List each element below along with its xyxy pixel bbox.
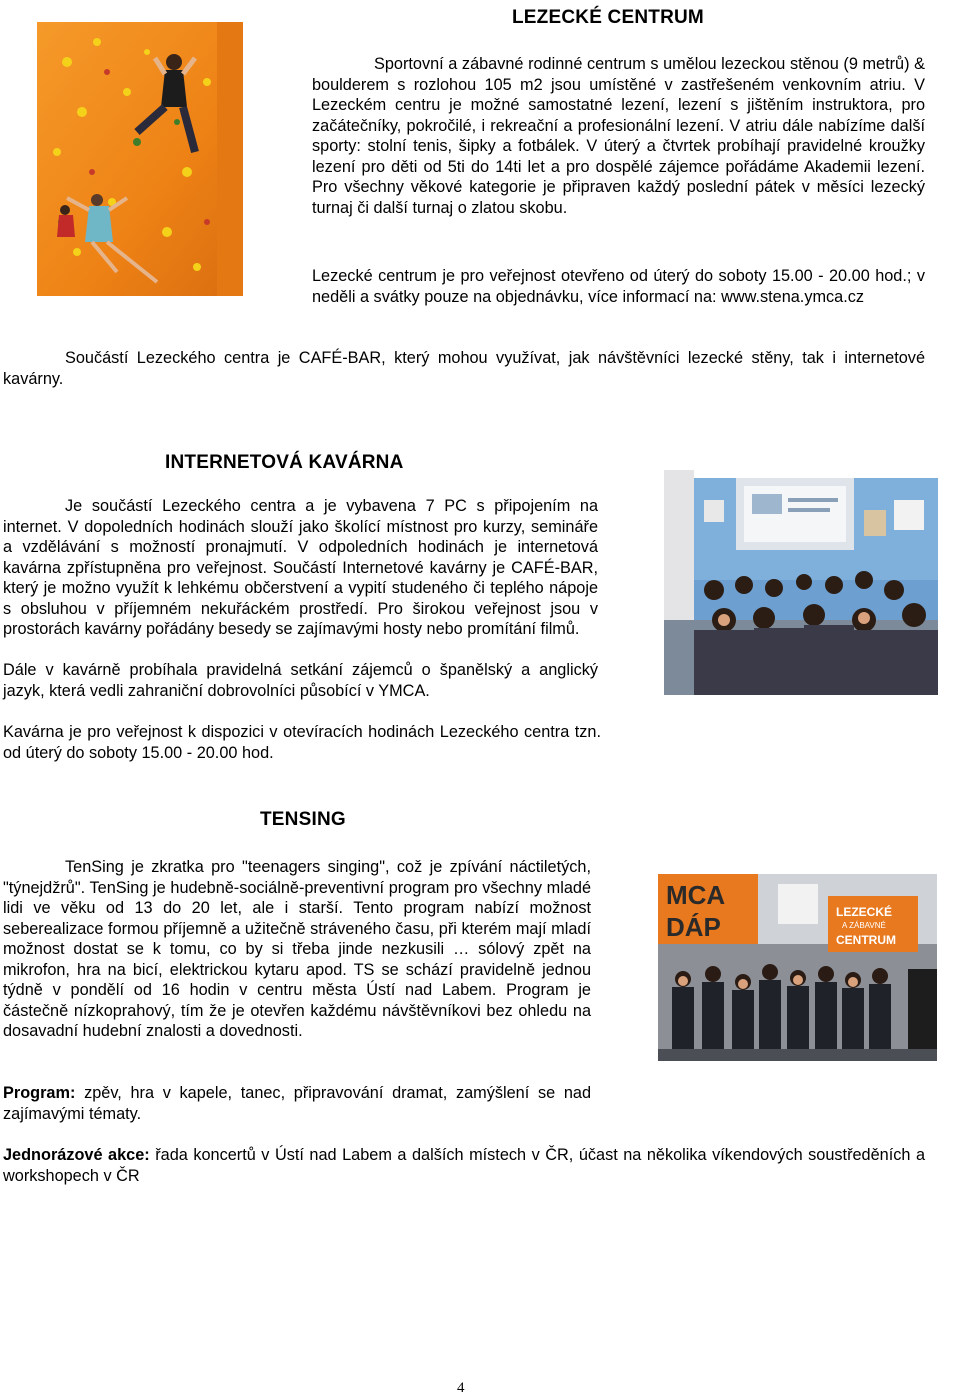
- climbing-cafe-text: Součástí Lezeckého centra je CAFÉ-BAR, který mohou využívat, jak návštěvníci lezecké stěny, tak i internetové kavárny.: [3, 349, 925, 388]
- climbing-hours-text: Lezecké centrum je pro veřejnost otevřeno od úterý do soboty 15.00 - 20.00 hod.; v neděli a svátky pouze na objednávku, více informací na: www.stena.ymca.cz: [312, 267, 925, 306]
- events-text: řada koncertů v Ústí nad Labem a dalších místech v ČR, účast na několika víkendových soustředěních a workshopech v ČR: [3, 1146, 926, 1185]
- climbing-para-1: [312, 54, 925, 218]
- banner-text-4: A ZÁBAVNÉ: [842, 921, 886, 930]
- tensing-events: [3, 1145, 925, 1186]
- program-text: zpěv, hra v kapele, tanec, připravování dramat, zamýšlení se nad zajímavými tématy.: [3, 1084, 591, 1123]
- tensing-title: TENSING: [260, 809, 346, 830]
- banner-text-5: CENTRUM: [836, 933, 896, 947]
- banner-text-3: LEZECKÉ: [836, 905, 893, 919]
- cafe-para-1-text: Je součástí Lezeckého centra a je vybavena 7 PC s připojením na internet. V dopoledních hodinách slouží jako školící místnost pro kurzy, semináře a vzdělávání s možností pronajmutí. V odpoledních hodinách je internetová kavárna zpřístupněna pro veřejnost. Součástí Internetové kavárny je CAFÉ-BAR, který je možno využít k lehkému občerstvení a vypití studeného či teplého nápoje s obsluhou v příjemném nekuřáckém prostředí. Pro širokou veřejnost jsou v prostorách kavárny pořádány besedy se zajímavými hosty nebo promítání filmů.: [3, 497, 598, 638]
- banner-text-1: MCA: [666, 880, 726, 910]
- program-label: Program:: [3, 1084, 76, 1102]
- cafe-title: INTERNETOVÁ KAVÁRNA: [165, 452, 404, 473]
- tensing-choir-photo: [658, 874, 937, 1061]
- cafe-hours-text: Kavárna je pro veřejnost k dispozici v otevíracích hodinách Lezeckého centra tzn. od úterý do soboty 15.00 - 20.00 hod.: [3, 723, 601, 762]
- events-label: Jednorázové akce:: [3, 1146, 150, 1164]
- tensing-program: [3, 1083, 591, 1124]
- climbing-para-1-text: Sportovní a zábavné rodinné centrum s umělou lezeckou stěnou (9 metrů) & boulderem s rozlohou 105 m2 jsou umístěné v zastřešeném venkovním atriu. V Lezeckém centru je možné samostatné lezení, lezení s jištěním instruktora, pro začátečníky, pokročilé, i rekreační a profesionální lezení. V atriu dále nabízíme další sporty: stolní tenis, šipky a fotbálek. V úterý a čtvrtek probíhají pravidelné kroužky lezení pro děti od 5ti do 14ti let a pro dospělé zájemce pořádáme Akademii lezení. Pro všechny věkové kategorie je připraven každý poslední pátek v měsíci lezecký turnaj či další turnaj o zlatou skobu.: [312, 55, 925, 217]
- tensing-para-1: [3, 857, 591, 1042]
- climbing-para-3: [3, 348, 925, 389]
- page-number: 4: [457, 1380, 465, 1396]
- cafe-para-2: [3, 660, 598, 701]
- climbing-para-2: [312, 266, 925, 307]
- banner-text-2: DÁP: [666, 912, 721, 942]
- cafe-para-2-text: Dále v kavárně probíhala pravidelná setkání zájemců o španělský a anglický jazyk, která vedli zahraniční dobrovolníci působící v YMCA.: [3, 661, 598, 700]
- climbing-wall-photo: [37, 22, 243, 296]
- cafe-para-3: [3, 722, 601, 763]
- climbing-title: LEZECKÉ CENTRUM: [512, 7, 704, 28]
- cafe-para-1: [3, 496, 598, 640]
- cafe-lecture-photo: [664, 470, 938, 695]
- tensing-para-1-text: TenSing je zkratka pro "teenagers singing", což je zpívání náctiletých, "týnejdžrů". TenSing je hudebně-sociálně-preventivní program pro všechny mladé lidi ve věku od 13 do 20 let, ale i starší. Tento program nabízí možnost seberealizace formou příjemně a užitečně stráveného času, při kterém mají mladí možnost dostat se k tomu, co by si třeba jinde nezkusili … sólový zpět na mikrofon, hra na bicí, elektrickou kytaru apod. TS se schází pravidelně jednou týdně v pondělí od 16 hodin v centru města Ústí nad Labem. Program je částečně nízkoprahový, tím že je otevřen každému návštěvníkovi bez ohledu na dosavadní hudební znalosti a dovednosti.: [3, 858, 591, 1040]
